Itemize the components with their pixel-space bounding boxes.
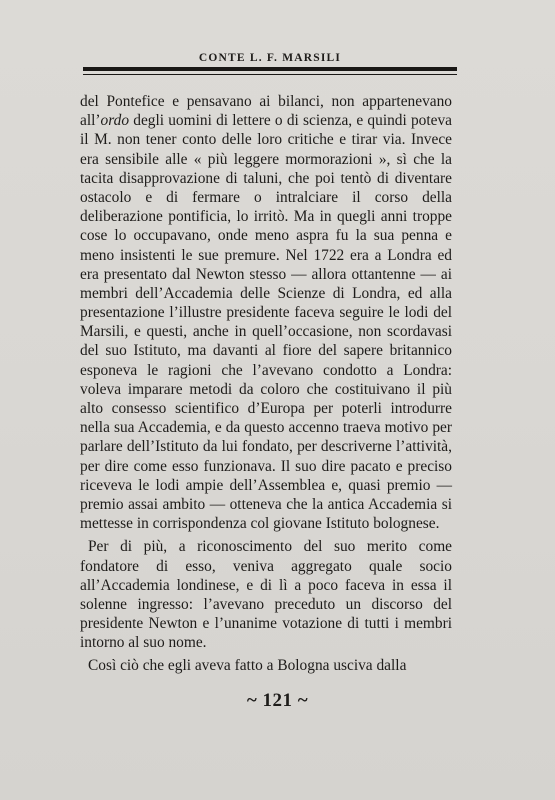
header-rule-thin [83, 74, 457, 75]
text-segment: Per di più, a riconoscimento del suo merito come fondatore di esso, veniva aggregato quale socio all’Accademia londinese, e di lì a poco faceva in essa il solenne ingresso: l’avevano preceduto un discorso del presidente Newton e l’unanime votazione di tutti i membri intorno al suo nome. [80, 538, 452, 652]
paragraph-3 [80, 656, 452, 675]
running-header: CONTE L. F. MARSILI [198, 52, 342, 64]
paragraph-2 [80, 537, 452, 652]
text-segment: Così ciò che egli aveva fatto a Bologna usciva dalla [88, 657, 407, 675]
italic-word: ordo [100, 112, 130, 130]
body-text [80, 92, 452, 680]
header-rule-thick [83, 67, 457, 71]
text-segment: del Pontefice e pensavano ai bilanci, non appartenevano all’ [80, 93, 452, 130]
text-segment: degli uomini di lettere o di scienza, e quindi poteva il M. non tener conto delle loro critiche e tirar via. Invece era sensibile alle « più leggere mormorazioni », sì che la tacita disapprovazione di taluni, che poi tentò di diventare ostacolo e di fermare o intralciare il corso della deliberazione pontificia, lo irritò. Ma in quegli anni troppe cose lo occupavano, onde meno aspra fu la sua penna e meno insistenti le sue premure. Nel 1722 era a Londra ed era presentato dal Newton stesso — allora ottantenne — ai membri dell’Accademia delle Scienze di Londra, ed alla presentazione l’illustre presidente faceva seguire le lodi del Marsili, e questi, anche in quell’occasione, non scordavasi del suo Istituto, ma davanti al fiore del sapere britannico esponeva le ragioni che l’avevano condotto a Londra: voleva imparare metodi da coloro che costituivano il più alto consesso scientifico d’Europa per poterli introdurre nella sua Accademia, e da questo accenno traeva motivo per parlare dell’Istituto da lui fondato, per descriverne l’attività, per dire come esso funzionava. Il suo dire pacato e preciso riceveva le lodi ampie dell’Assemblea e, quasi premio — premio assai ambito — otteneva che la antica Accademia si mettesse in corrispondenza col giovane Istituto bolognese. [80, 112, 452, 533]
paragraph-1 [80, 92, 452, 533]
page-number: ~ 121 ~ [246, 690, 309, 711]
